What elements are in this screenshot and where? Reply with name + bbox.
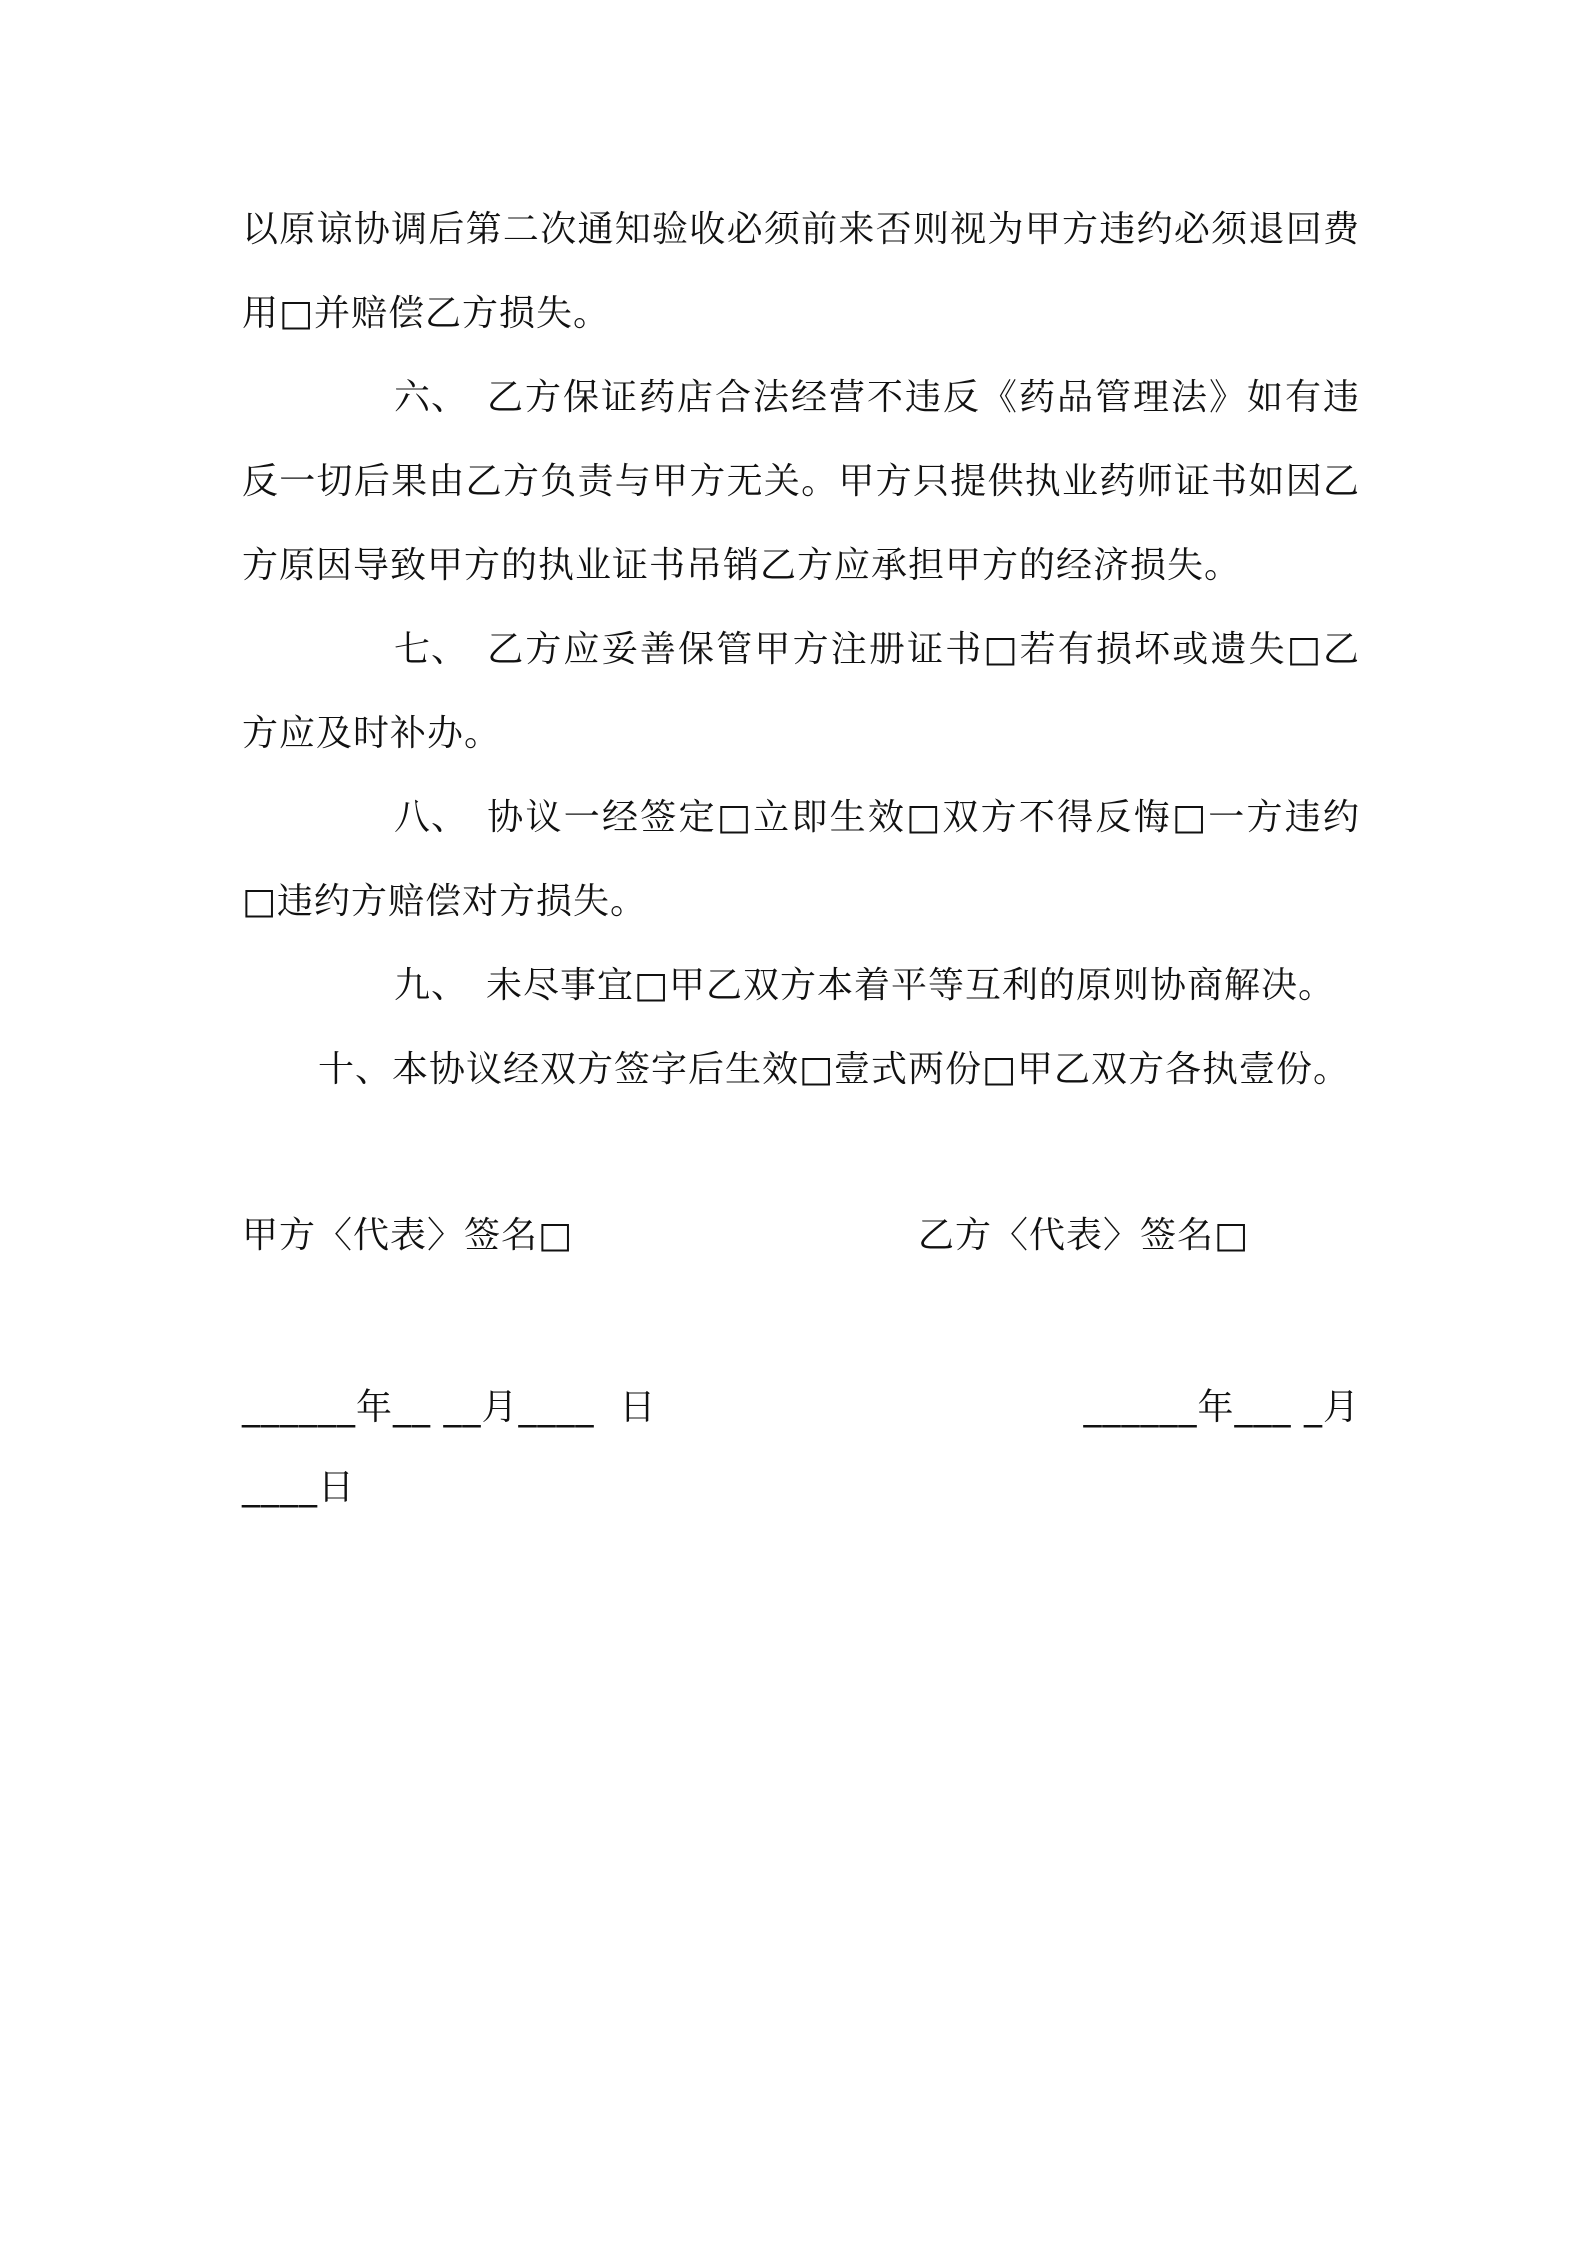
clause-6 — [242, 356, 1360, 608]
date-row-continued — [242, 1446, 1360, 1530]
party-b-signature-label: 乙方〈代表〉签名□ — [918, 1215, 1250, 1256]
party-a-signature-label: 甲方〈代表〉签名□ — [242, 1215, 574, 1256]
party-b-date: ______年___ _月 — [1083, 1387, 1360, 1428]
clause-number: 十、 — [318, 1049, 393, 1090]
clause-10 — [242, 1028, 1360, 1112]
clause-number: 六、 — [394, 377, 469, 418]
clause-number: 八、 — [394, 797, 469, 838]
clause-text: 协议一经签定□立即生效□双方不得反悔□一方违约□违约方赔偿对方损失。 — [242, 797, 1360, 922]
clause-9 — [242, 944, 1360, 1028]
signature-row — [242, 1194, 1360, 1278]
party-b-date-day: ____日 — [242, 1467, 356, 1508]
clause-text: 本协议经双方签字后生效□壹式两份□甲乙双方各执壹份。 — [392, 1049, 1351, 1090]
clause-text: 未尽事宜□甲乙双方本着平等互利的原则协商解决。 — [486, 965, 1336, 1006]
clause-number: 九、 — [394, 965, 469, 1006]
clause-text: 乙方应妥善保管甲方注册证书□若有损坏或遗失□乙方应及时补办。 — [242, 629, 1360, 754]
clause-number: 七、 — [394, 629, 469, 670]
clause-text: 乙方保证药店合法经营不违反《药品管理法》如有违反一切后果由乙方负责与甲方无关。甲方只提供执业药师证书如因乙方原因导致甲方的执业证书吊销乙方应承担甲方的经济损失。 — [242, 377, 1360, 586]
contract-body — [242, 188, 1360, 1112]
clause-7 — [242, 608, 1360, 776]
date-row — [242, 1366, 1360, 1450]
continuation-paragraph: 以原谅协调后第二次通知验收必须前来否则视为甲方违约必须退回费用□并赔偿乙方损失。 — [242, 209, 1360, 334]
clause-8 — [242, 776, 1360, 944]
party-a-date: ______年__ __月____ 日 — [242, 1387, 657, 1428]
